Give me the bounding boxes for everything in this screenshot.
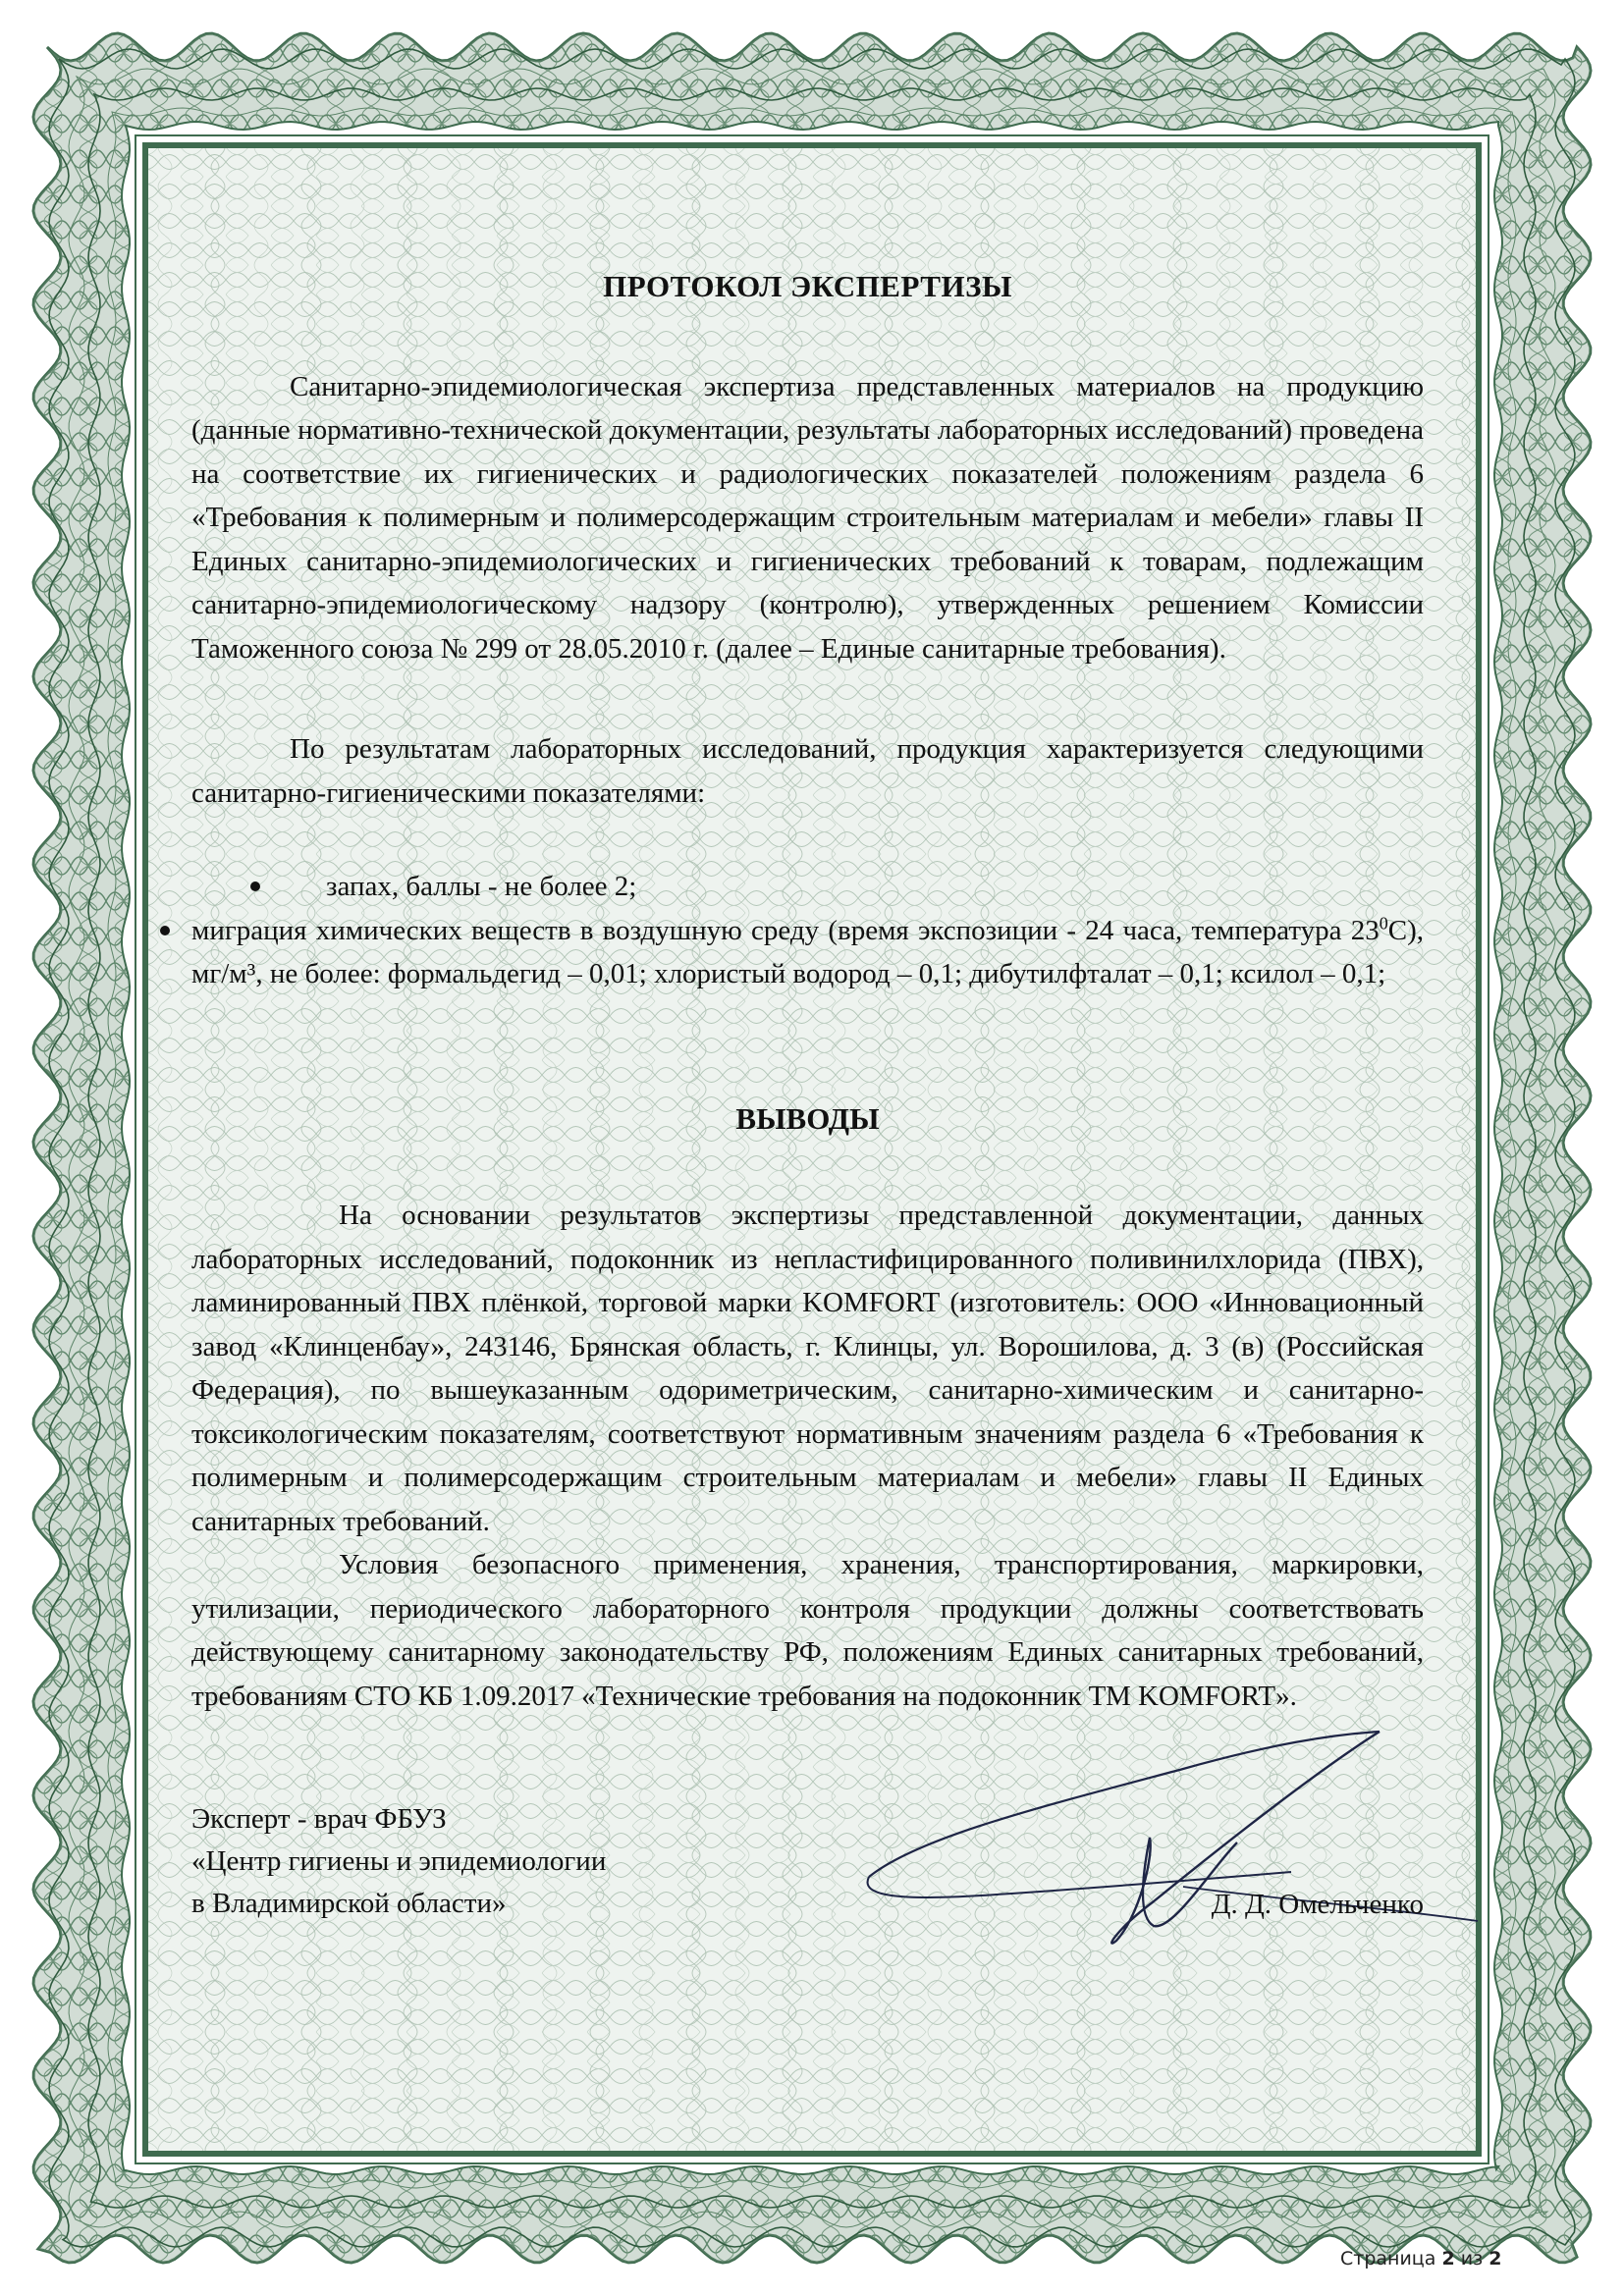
bullet-migration-superscript: 0 [1379,912,1388,933]
bullet-dot-icon [250,881,260,891]
results-paragraph: По результатам лабораторных исследований, продукция характеризуется следующими санитарно-гигиеническими показателями: [191,733,1424,809]
signatory-line-1: Эксперт - врач ФБУЗ [191,1803,447,1835]
document-title: ПРОТОКОЛ ЭКСПЕРТИЗЫ [603,269,1012,303]
bullet-migration-text-1: миграция химических веществ в воздушную среду (время экспозиции - 24 часа, температура 23 [191,914,1380,946]
bullet-dot-icon [160,926,170,935]
bullet-odor-text: запах, баллы - не более 2; [326,871,637,902]
intro-paragraph: Санитарно-эпидемиологическая экспертиза представленных материалов на продукцию (данные нормативно-технической документации, результаты лабораторных исследований) проведена на соответствие их гигиенических и радиологических показателей положениям раздела 6 «Требования к полимерным и полимерсодержащим строительным материалам и мебели» главы II Единых санитарно-эпидемиологических и гигиенических требований к товарам, подлежащим санитарно-эпидемиологическому надзору (контролю), утвержденных решением Комиссии Таможенного союза № 299 от 28.05.2010 г. (далее – Единые санитарные требования). [191,370,1424,665]
page-separator: из [1460,2248,1484,2269]
signatory-line-2: «Центр гигиены и эпидемиологии [191,1845,607,1877]
signature-block [191,1798,1424,1946]
signatory-name: Д. Д. Омельченко [1211,1889,1424,1920]
conclusions-title: ВЫВОДЫ [735,1100,880,1136]
signatory-organization [191,1798,606,1925]
page-total: 2 [1489,2248,1502,2269]
signatory-line-3: в Владимирской области» [191,1888,507,1919]
page-number [1340,2248,1501,2269]
bullet-migration-text-2: С), мг/м³, не более: формальдегид – 0,01; хлористый водород – 0,1; дибутилфталат – 0,1; ксилол – 0,1; [191,914,1424,989]
bullet-odor [191,865,1424,909]
document-body [191,265,1424,1946]
bullet-migration [191,909,1424,996]
conclusion-paragraph-2: Условия безопасного применения, хранения, транспортирования, маркировки, утилизации, периодического лабораторного контроля продукции должны соответствовать действующему санитарному законодательству РФ, положениям Единых санитарных требований, требованиям СТО КБ 1.09.2017 «Технические требования на подоконник ТМ KOMFORT». [191,1549,1424,1712]
page-current: 2 [1441,2248,1455,2269]
page-label: Страница [1340,2248,1436,2269]
handwritten-signature [859,1730,1488,1985]
conclusion-paragraph-1: На основании результатов экспертизы представленной документации, данных лабораторных исследований, подоконник из непластифицированного поливинилхлорида (ПВХ), ламинированный ПВХ плёнкой, торговой марки KOMFORT (изготовитель: ООО «Инновационный завод «Клинценбау», 243146, Брянская область, г. Клинцы, ул. Ворошилова, д. 3 (в) (Российская Федерация), по вышеуказанным одориметрическим, санитарно-химическим и санитарно-токсикологическим показателям, соответствуют нормативным значениям раздела 6 «Требования к полимерным и полимерсодержащим строительным материалам и мебели» главы II Единых санитарных требований. [191,1200,1424,1537]
